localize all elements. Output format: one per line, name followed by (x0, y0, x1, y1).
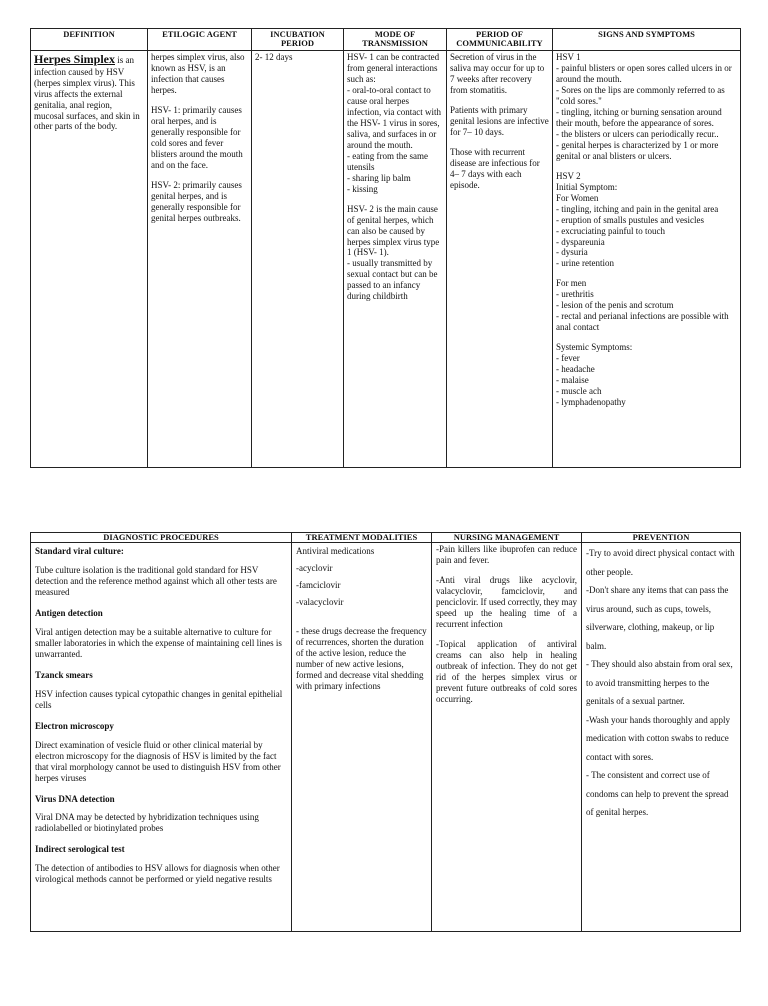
communicability-paragraph: Those with recurrent disease are infectious for 4– 7 days with each episode. (450, 146, 540, 190)
disease-info-table (30, 28, 741, 468)
management-table (30, 532, 741, 932)
incubation-cell (252, 51, 344, 468)
signs-line: - urethritis (556, 289, 594, 300)
definition-text: is an infection caused by HSV (herpes simplex virus). This virus affects the external genitalia, anal region, mucosal surfaces, and skin in other parts of the body. (34, 55, 140, 132)
definition-title: Herpes Simplex (34, 52, 115, 66)
signs-line: - headache (556, 364, 595, 375)
signs-line: - dyspareunia (556, 236, 605, 247)
diagnostic-heading: Standard viral culture: (35, 546, 124, 556)
signs-line: - lymphadenopathy (556, 397, 626, 408)
treatment-title: Antiviral medications (296, 546, 375, 556)
signs-line: - genital herpes is characterized by 1 or more genital or anal blisters or ulcers. (556, 139, 719, 161)
transmission-line: - oral-to-oral contact to cause oral herpes infection, via contact with the HSV- 1 virus in sores, saliva, and surfaces in or around the mouth. (347, 84, 441, 150)
header-prevention: PREVENTION (582, 533, 741, 543)
header-mode-of-transmission: MODE OF TRANSMISSION (344, 29, 447, 51)
diagnostic-text: Viral DNA may be detected by hybridization techniques using radiolabelled or biotinylated probes (35, 812, 259, 834)
prevention-item: -Try to avoid direct physical contact with other people. (586, 548, 735, 577)
nursing-paragraph: -Pain killers like ibuprofen can reduce pain and fever. (436, 544, 577, 565)
signs-line: - urine retention (556, 258, 614, 269)
signs-systemic-title: Systemic Symptoms: (556, 342, 633, 353)
signs-line: - rectal and perianal infections are possible with anal contact (556, 311, 729, 333)
nursing-paragraph: -Topical application of antiviral creams can also help in healing outbreak of infection. They do not get rid of the herpes simplex virus or prevent future outbreaks of cold sores occurring. (436, 638, 577, 704)
header-signs-and-symptoms: SIGNS AND SYMPTOMS (553, 29, 741, 51)
prevention-item: - They should also abstain from oral sex, to avoid transmitting herpes to the genitals of a sexual partner. (586, 659, 733, 706)
signs-line: - malaise (556, 375, 589, 386)
transmission-cell (344, 51, 447, 468)
nursing-cell (432, 543, 582, 932)
transmission-line: - kissing (347, 183, 378, 194)
signs-line: - the blisters or ulcers can periodically recur.. (556, 128, 719, 139)
diagnostic-text: Direct examination of vesicle fluid or other clinical material by electron microscopy for the diagnosis of HSV is limited by the fact that viral morphology cannot be used to distinguish HSV from other herpes viruses (35, 739, 281, 783)
transmission-line: HSV- 1 can be contracted from general interactions such as: (347, 52, 440, 84)
signs-line: - Sores on the lips are commonly referred to as "cold sores." (556, 84, 725, 106)
diagnostic-heading: Antigen detection (35, 607, 103, 618)
definition-cell (31, 51, 148, 468)
communicability-cell (447, 51, 553, 468)
etiologic-cell (148, 51, 252, 468)
diagnostic-heading: Indirect serological test (35, 844, 125, 855)
signs-line: - excruciating painful to touch (556, 225, 665, 236)
diagnostic-heading: Virus DNA detection (35, 793, 115, 804)
signs-line: - tingling, itching or burning sensation around their mouth, before the appearance of sores. (556, 106, 722, 128)
signs-hsv1-title: HSV 1 (556, 52, 581, 62)
diagnostic-text: The detection of antibodies to HSV allows for diagnosis when other virological methods cannot be performed or yield negative results (35, 863, 280, 885)
diagnostic-text: Tube culture isolation is the traditional gold standard for HSV detection and the reference method against which all other tests are measured (35, 564, 277, 597)
header-nursing-management: NURSING MANAGEMENT (432, 533, 582, 543)
transmission-line: - sharing lip balm (347, 172, 411, 183)
header-period-of-communicability: PERIOD OF COMMUNICABILITY (447, 29, 553, 51)
diagnostic-text: Viral antigen detection may be a suitable alternative to culture for smaller laboratories in which the expense of maintaining cell lines is unwarranted. (35, 626, 282, 659)
prevention-item: -Don't share any items that can pass the virus around, such as cups, towels, silverware, clothing, makeup, or lip balm. (586, 585, 729, 651)
prevention-item: - The consistent and correct use of condoms can help to prevent the spread of genital herpes. (586, 770, 729, 817)
transmission-line: - eating from the same utensils (347, 150, 428, 172)
signs-line: - dysuria (556, 247, 588, 258)
header-treatment-modalities: TREATMENT MODALITIES (292, 533, 432, 543)
nursing-paragraph: -Anti viral drugs like acyclovir, valacyclovir, famciclovir, and penciclovir. If used correctly, they may speed up the healing time of a recurrent infection (436, 574, 577, 629)
etiologic-paragraph: HSV- 1: primarily causes oral herpes, and is generally responsible for cold sores and fever blisters around the mouth and on the face. (151, 104, 243, 170)
signs-hsv2-title: HSV 2 (556, 170, 581, 181)
signs-initial-title: Initial Symptom: (556, 181, 618, 192)
signs-men-title: For men (556, 278, 587, 289)
etiologic-paragraph: HSV- 2: primarily causes genital herpes, and is generally responsible for genital herpes outbreaks. (151, 179, 242, 223)
etiologic-paragraph: herpes simplex virus, also known as HSV, is an infection that causes herpes. (151, 52, 245, 95)
signs-line: - fever (556, 353, 580, 364)
prevention-item: -Wash your hands thoroughly and apply medication with cotton swabs to reduce contact with sores. (586, 714, 730, 762)
treatment-drug: -acyclovir (296, 562, 333, 573)
signs-line: - tingling, itching and pain in the genital area (556, 203, 719, 214)
diagnostic-heading: Electron microscopy (35, 720, 114, 731)
treatment-cell (292, 543, 432, 932)
communicability-paragraph: Secretion of virus in the saliva may occur for up to 7 weeks after recovery from stomatitis. (450, 52, 545, 95)
signs-cell (553, 51, 741, 468)
incubation-text: 2- 12 days (255, 52, 293, 62)
signs-line: - painful blisters or open sores called ulcers in or around the mouth. (556, 62, 732, 84)
transmission-line: - usually transmitted by sexual contact but can be passed to an infancy during childbirth (347, 258, 438, 302)
header-definition: DEFINITION (31, 29, 148, 51)
header-incubation-period: INCUBATION PERIOD (252, 29, 344, 51)
diagnostic-text: HSV infection causes typical cytopathic changes in genital epithelial cells (35, 688, 283, 710)
diagnostic-cell (31, 543, 292, 932)
treatment-drug: -valacyclovir (296, 596, 344, 607)
diagnostic-heading: Tzanck smears (35, 669, 93, 680)
transmission-line: HSV- 2 is the main cause of genital herpes, which can also be caused by herpes simplex virus type 1 (HSV- 1). (347, 203, 440, 258)
communicability-paragraph: Patients with primary genital lesions are infective for 7– 10 days. (450, 104, 549, 137)
treatment-drug: -famciclovir (296, 579, 341, 590)
treatment-text: - these drugs decrease the frequency of recurrences, shorten the duration of the active lesion, reduce the number of new active lesions, formed and decrease vital shedding with primary infections (296, 625, 427, 691)
signs-line: - muscle ach (556, 386, 602, 397)
signs-line: - lesion of the penis and scrotum (556, 300, 674, 311)
signs-line: - eruption of smalls pustules and vesicles (556, 214, 704, 225)
header-etiologic-agent: ETILOGIC AGENT (148, 29, 252, 51)
prevention-cell (582, 543, 741, 932)
signs-women-title: For Women (556, 192, 599, 203)
header-diagnostic-procedures: DIAGNOSTIC PROCEDURES (31, 533, 292, 543)
